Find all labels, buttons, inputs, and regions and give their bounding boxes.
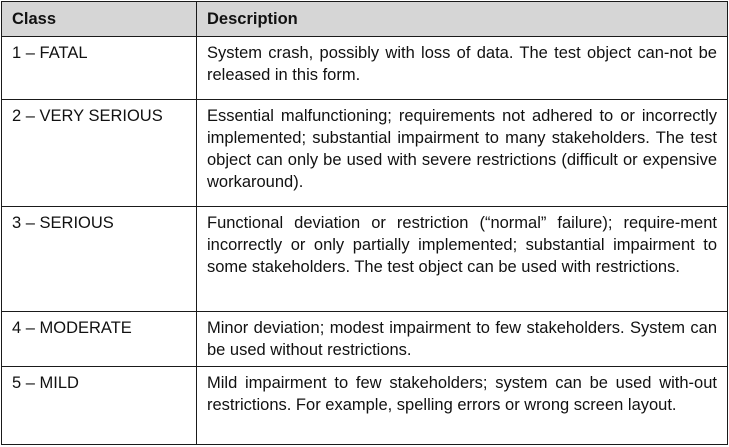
cell-class: 1 – FATAL [2, 37, 197, 100]
table-row [2, 367, 728, 445]
table-row [2, 100, 728, 207]
header-description: Description [197, 2, 728, 37]
cell-description: Mild impairment to few stakeholders; system can be used with-out restrictions. For example, spelling errors or wrong screen layout. [197, 367, 728, 445]
cell-class: 4 – MODERATE [2, 312, 197, 367]
table-row [2, 207, 728, 312]
cell-description: Essential malfunctioning; requirements not adhered to or incorrectly implemented; substantial impairment to many stakeholders. The test object can only be used with severe restrictions (difficult or expensive workaround). [197, 100, 728, 207]
cell-description: Functional deviation or restriction (“normal” failure); require-ment incorrectly or only partially implemented; substantial impairment to some stakeholders. The test object can be used with restrictions. [197, 207, 728, 312]
failure-class-table [1, 1, 728, 445]
header-class: Class [2, 2, 197, 37]
cell-class: 5 – MILD [2, 367, 197, 445]
table-header-row [2, 2, 728, 37]
cell-class: 3 – SERIOUS [2, 207, 197, 312]
failure-class-table-container [1, 1, 727, 445]
cell-class: 2 – VERY SERIOUS [2, 100, 197, 207]
cell-description: Minor deviation; modest impairment to few stakeholders. System can be used without restrictions. [197, 312, 728, 367]
table-row [2, 312, 728, 367]
cell-description: System crash, possibly with loss of data. The test object can-not be released in this form. [197, 37, 728, 100]
table-row [2, 37, 728, 100]
